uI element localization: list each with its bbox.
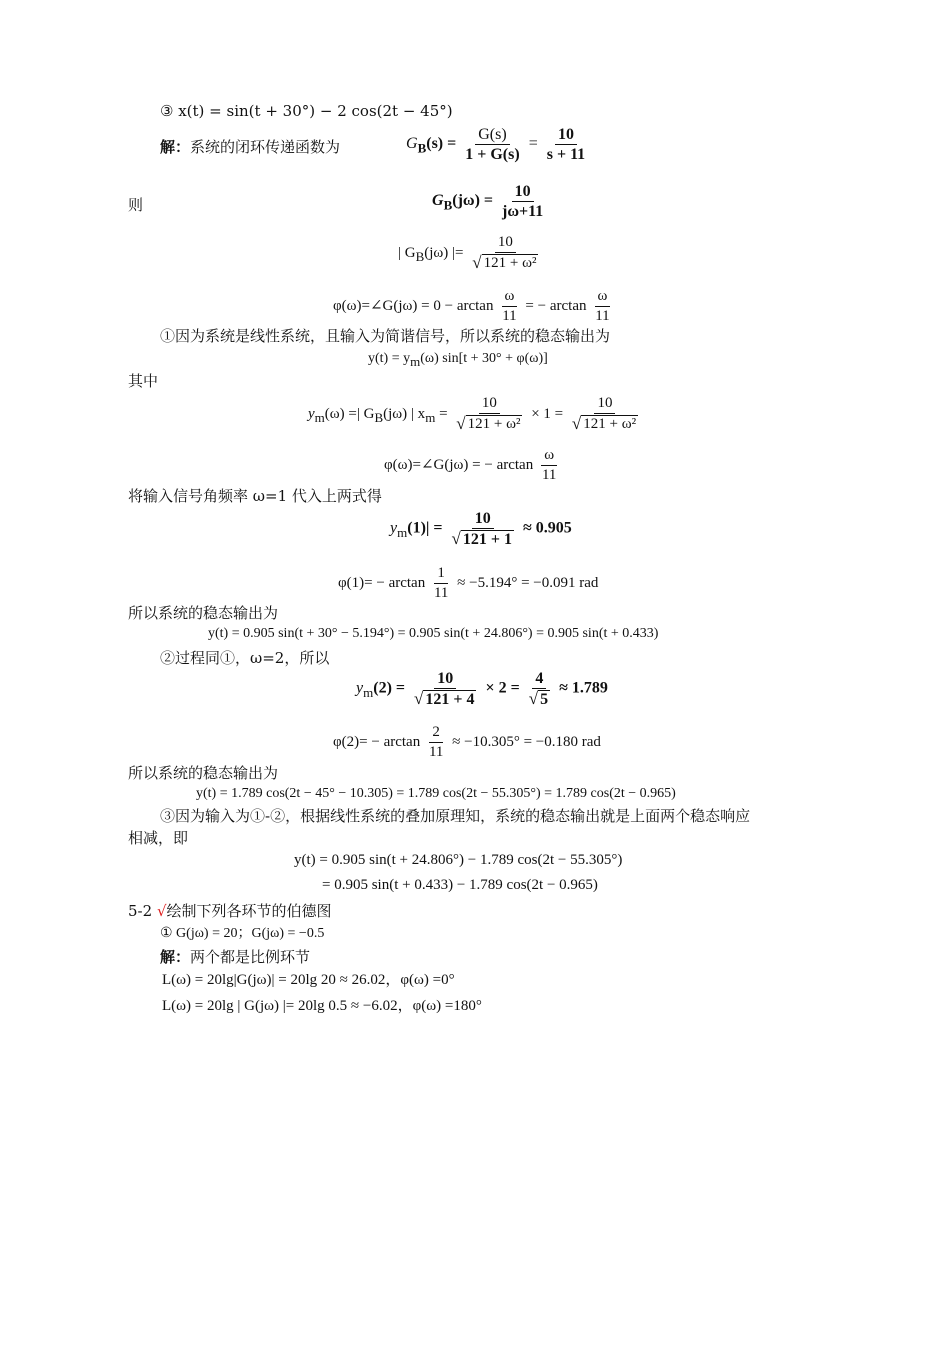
eq1-num2: 10 bbox=[555, 126, 577, 145]
eq11-den: 121 + 4 bbox=[425, 691, 475, 708]
eq8-y: y bbox=[390, 519, 398, 537]
eq2-g: G bbox=[432, 192, 444, 210]
eq3-lhs: | G bbox=[398, 244, 416, 261]
then-label: 则 bbox=[128, 196, 144, 214]
eq3-den: 121 + ω² bbox=[483, 255, 537, 271]
problem-item-3: ③ x(t) = sin(t + 30°) − 2 cos(2t − 45°) bbox=[160, 102, 453, 120]
phase-eq bbox=[333, 288, 615, 325]
amplitude-eq: $y_m(\omega)$ =| $G_B(j\omega)$ | $x_m$ = 10 √ 121 + ω² × 1 = 10 √ 121 + ω² bbox=[308, 395, 637, 433]
eq12-num: 2 bbox=[429, 724, 443, 743]
eq5-sub: m bbox=[410, 353, 421, 369]
eq3-arg: (jω) |= bbox=[424, 244, 464, 261]
bode-eq-1: L(ω) = 20lg|G(jω)| = 20lg 20 ≈ 26.02，φ(ω) =0° bbox=[162, 972, 455, 988]
bode-eq-2: L(ω) = 20lg | G(jω) |= 20lg 0.5 ≈ −6.02，φ(ω) =180° bbox=[162, 998, 482, 1014]
phase-at-1 bbox=[338, 565, 598, 602]
eq11-num: 10 bbox=[434, 670, 456, 689]
phase-at-2 bbox=[333, 724, 601, 761]
eq11-rhs: ≈ 1.789 bbox=[559, 679, 608, 697]
answer-intro bbox=[160, 948, 310, 966]
problem-5-2-item-1: ① G(jω) = 20；G(jω) = −0.5 bbox=[160, 926, 325, 941]
eq6-mid2: (jω) | x bbox=[383, 405, 426, 422]
eq6-den2: 121 + ω² bbox=[583, 416, 637, 432]
eq11-sub: m bbox=[363, 684, 374, 700]
eq6-eq: = bbox=[439, 405, 448, 422]
eq6-sub2: B bbox=[374, 409, 384, 425]
eq11-times: × 2 = bbox=[485, 679, 520, 697]
steady-output-2: y(t) = 1.789 cos(2t − 45° − 10.305) = 1.789 cos(2t − 55.305°) = 1.789 cos(2t − 0.965) bbox=[196, 786, 676, 801]
para-3: 所以系统的稳态输出为 bbox=[128, 604, 279, 622]
eq3-sub: B bbox=[415, 248, 425, 264]
eq6-sub: m bbox=[314, 409, 325, 425]
freq-response bbox=[432, 183, 548, 220]
answer-text: 两个都是比例环节 bbox=[190, 948, 311, 966]
eq2-sub: B bbox=[443, 197, 453, 213]
eq5-b: (ω) sin[t + 30° + φ(ω)] bbox=[420, 351, 548, 366]
eq8-rhs: ≈ 0.905 bbox=[523, 519, 572, 537]
solution-text: 系统的闭环传递函数为 bbox=[190, 138, 341, 156]
eq1-den2: s + 11 bbox=[546, 146, 586, 163]
eq6-num2: 10 bbox=[594, 395, 615, 414]
problem-5-2-heading bbox=[128, 902, 332, 920]
eq6-num: 10 bbox=[479, 395, 500, 414]
eq8-arg: (1)| = bbox=[407, 519, 443, 537]
eq7-lhs: φ(ω)=∠G(jω) = − arctan bbox=[384, 456, 534, 473]
eq3-num: 10 bbox=[495, 234, 516, 253]
problem-number: 5-2 bbox=[128, 902, 153, 920]
eq11-den2: 5 bbox=[540, 691, 549, 708]
eq7-num: ω bbox=[541, 447, 557, 466]
para-5: 所以系统的稳态输出为 bbox=[128, 764, 279, 782]
eq12-lhs: φ(2)= − arctan bbox=[333, 733, 421, 750]
eq6-mid: (ω) =| G bbox=[324, 405, 375, 422]
checkmark-icon: √ bbox=[156, 902, 167, 920]
eq11-num2: 4 bbox=[532, 670, 546, 689]
para-1: ①因为系统是线性系统，且输入为简谐信号，所以系统的稳态输出为 bbox=[160, 327, 611, 345]
eq4-mid: = − arctan bbox=[525, 297, 587, 314]
eq2-arg: (jω) = bbox=[452, 192, 494, 210]
eq1-g: G bbox=[406, 135, 418, 153]
eq8-num: 10 bbox=[472, 510, 494, 529]
eq1-sub: B bbox=[417, 140, 427, 156]
answer-label: 解： bbox=[160, 948, 191, 966]
solution-label: 解： bbox=[160, 138, 191, 156]
where-label: 其中 bbox=[128, 372, 159, 390]
solution-intro bbox=[160, 138, 340, 156]
amp-at-1: $y_m(1)|$ = 10 √ 121 + 1 ≈ 0.905 bbox=[390, 510, 572, 548]
amp-at-2: $y_m(2)$ = 10 √ 121 + 4 × 2 = 4 √ 5 ≈ 1.789 bbox=[356, 670, 608, 708]
eq4-lhs: φ(ω)=∠G(jω) = 0 − arctan bbox=[333, 297, 494, 314]
eq6-sub3: m bbox=[425, 409, 436, 425]
eq11-arg: (2) = bbox=[373, 679, 406, 697]
eq2-den: jω+11 bbox=[502, 203, 544, 220]
closed-loop-tf bbox=[406, 126, 590, 163]
steady-output-1: y(t) = 0.905 sin(t + 30° − 5.194°) = 0.905 sin(t + 24.806°) = 0.905 sin(t + 0.433) bbox=[208, 626, 659, 641]
eq8-sub: m bbox=[397, 524, 408, 540]
eq1-eq: = bbox=[528, 135, 538, 153]
eq4-num2: ω bbox=[595, 288, 611, 307]
eq1-num1: G(s) bbox=[475, 126, 509, 145]
eq5-a: y(t) = y bbox=[368, 351, 411, 366]
eq2-num: 10 bbox=[512, 183, 534, 202]
eq6-y: y bbox=[308, 405, 315, 422]
eq4-den: 11 bbox=[502, 308, 517, 324]
eq9-rhs: ≈ −5.194° = −0.091 rad bbox=[457, 574, 599, 591]
eq9-den: 11 bbox=[433, 585, 449, 601]
eq9-num: 1 bbox=[434, 565, 448, 584]
eq8-den: 121 + 1 bbox=[462, 531, 512, 548]
eq12-rhs: ≈ −10.305° = −0.180 rad bbox=[452, 733, 601, 750]
eq7-den: 11 bbox=[541, 467, 557, 483]
eq1-den1: 1 + G(s) bbox=[465, 146, 520, 163]
eq6-den: 121 + ω² bbox=[467, 416, 521, 432]
para-6a: ③因为输入为①-②，根据线性系统的叠加原理知，系统的稳态输出就是上面两个稳态响应 bbox=[160, 807, 751, 825]
eq6-times: × 1 = bbox=[531, 405, 564, 422]
para-6b: 相减，即 bbox=[128, 829, 189, 847]
eq4-num: ω bbox=[502, 288, 518, 307]
steady-output-3b: = 0.905 sin(t + 0.433) − 1.789 cos(2t − 0.965) bbox=[322, 877, 598, 893]
eq4-den2: 11 bbox=[595, 308, 610, 324]
eq9-lhs: φ(1)= − arctan bbox=[338, 574, 426, 591]
steady-output-3a: y(t) = 0.905 sin(t + 24.806°) − 1.789 cos(2t − 55.305°) bbox=[294, 852, 623, 868]
phase-eq-2 bbox=[384, 447, 561, 484]
steady-output-general bbox=[368, 350, 548, 371]
eq11-y: y bbox=[356, 679, 364, 697]
problem-text: 绘制下列各环节的伯德图 bbox=[166, 902, 332, 920]
para-4: ②过程同①，ω=2，所以 bbox=[160, 649, 330, 667]
eq12-den: 11 bbox=[428, 744, 444, 760]
eq1-s: (s) = bbox=[426, 135, 457, 153]
para-2: 将输入信号角频率 ω=1 代入上两式得 bbox=[128, 487, 382, 505]
magnitude-eq: | $G_B(j\omega)$ |= 10 √ 121 + ω² bbox=[398, 234, 537, 272]
